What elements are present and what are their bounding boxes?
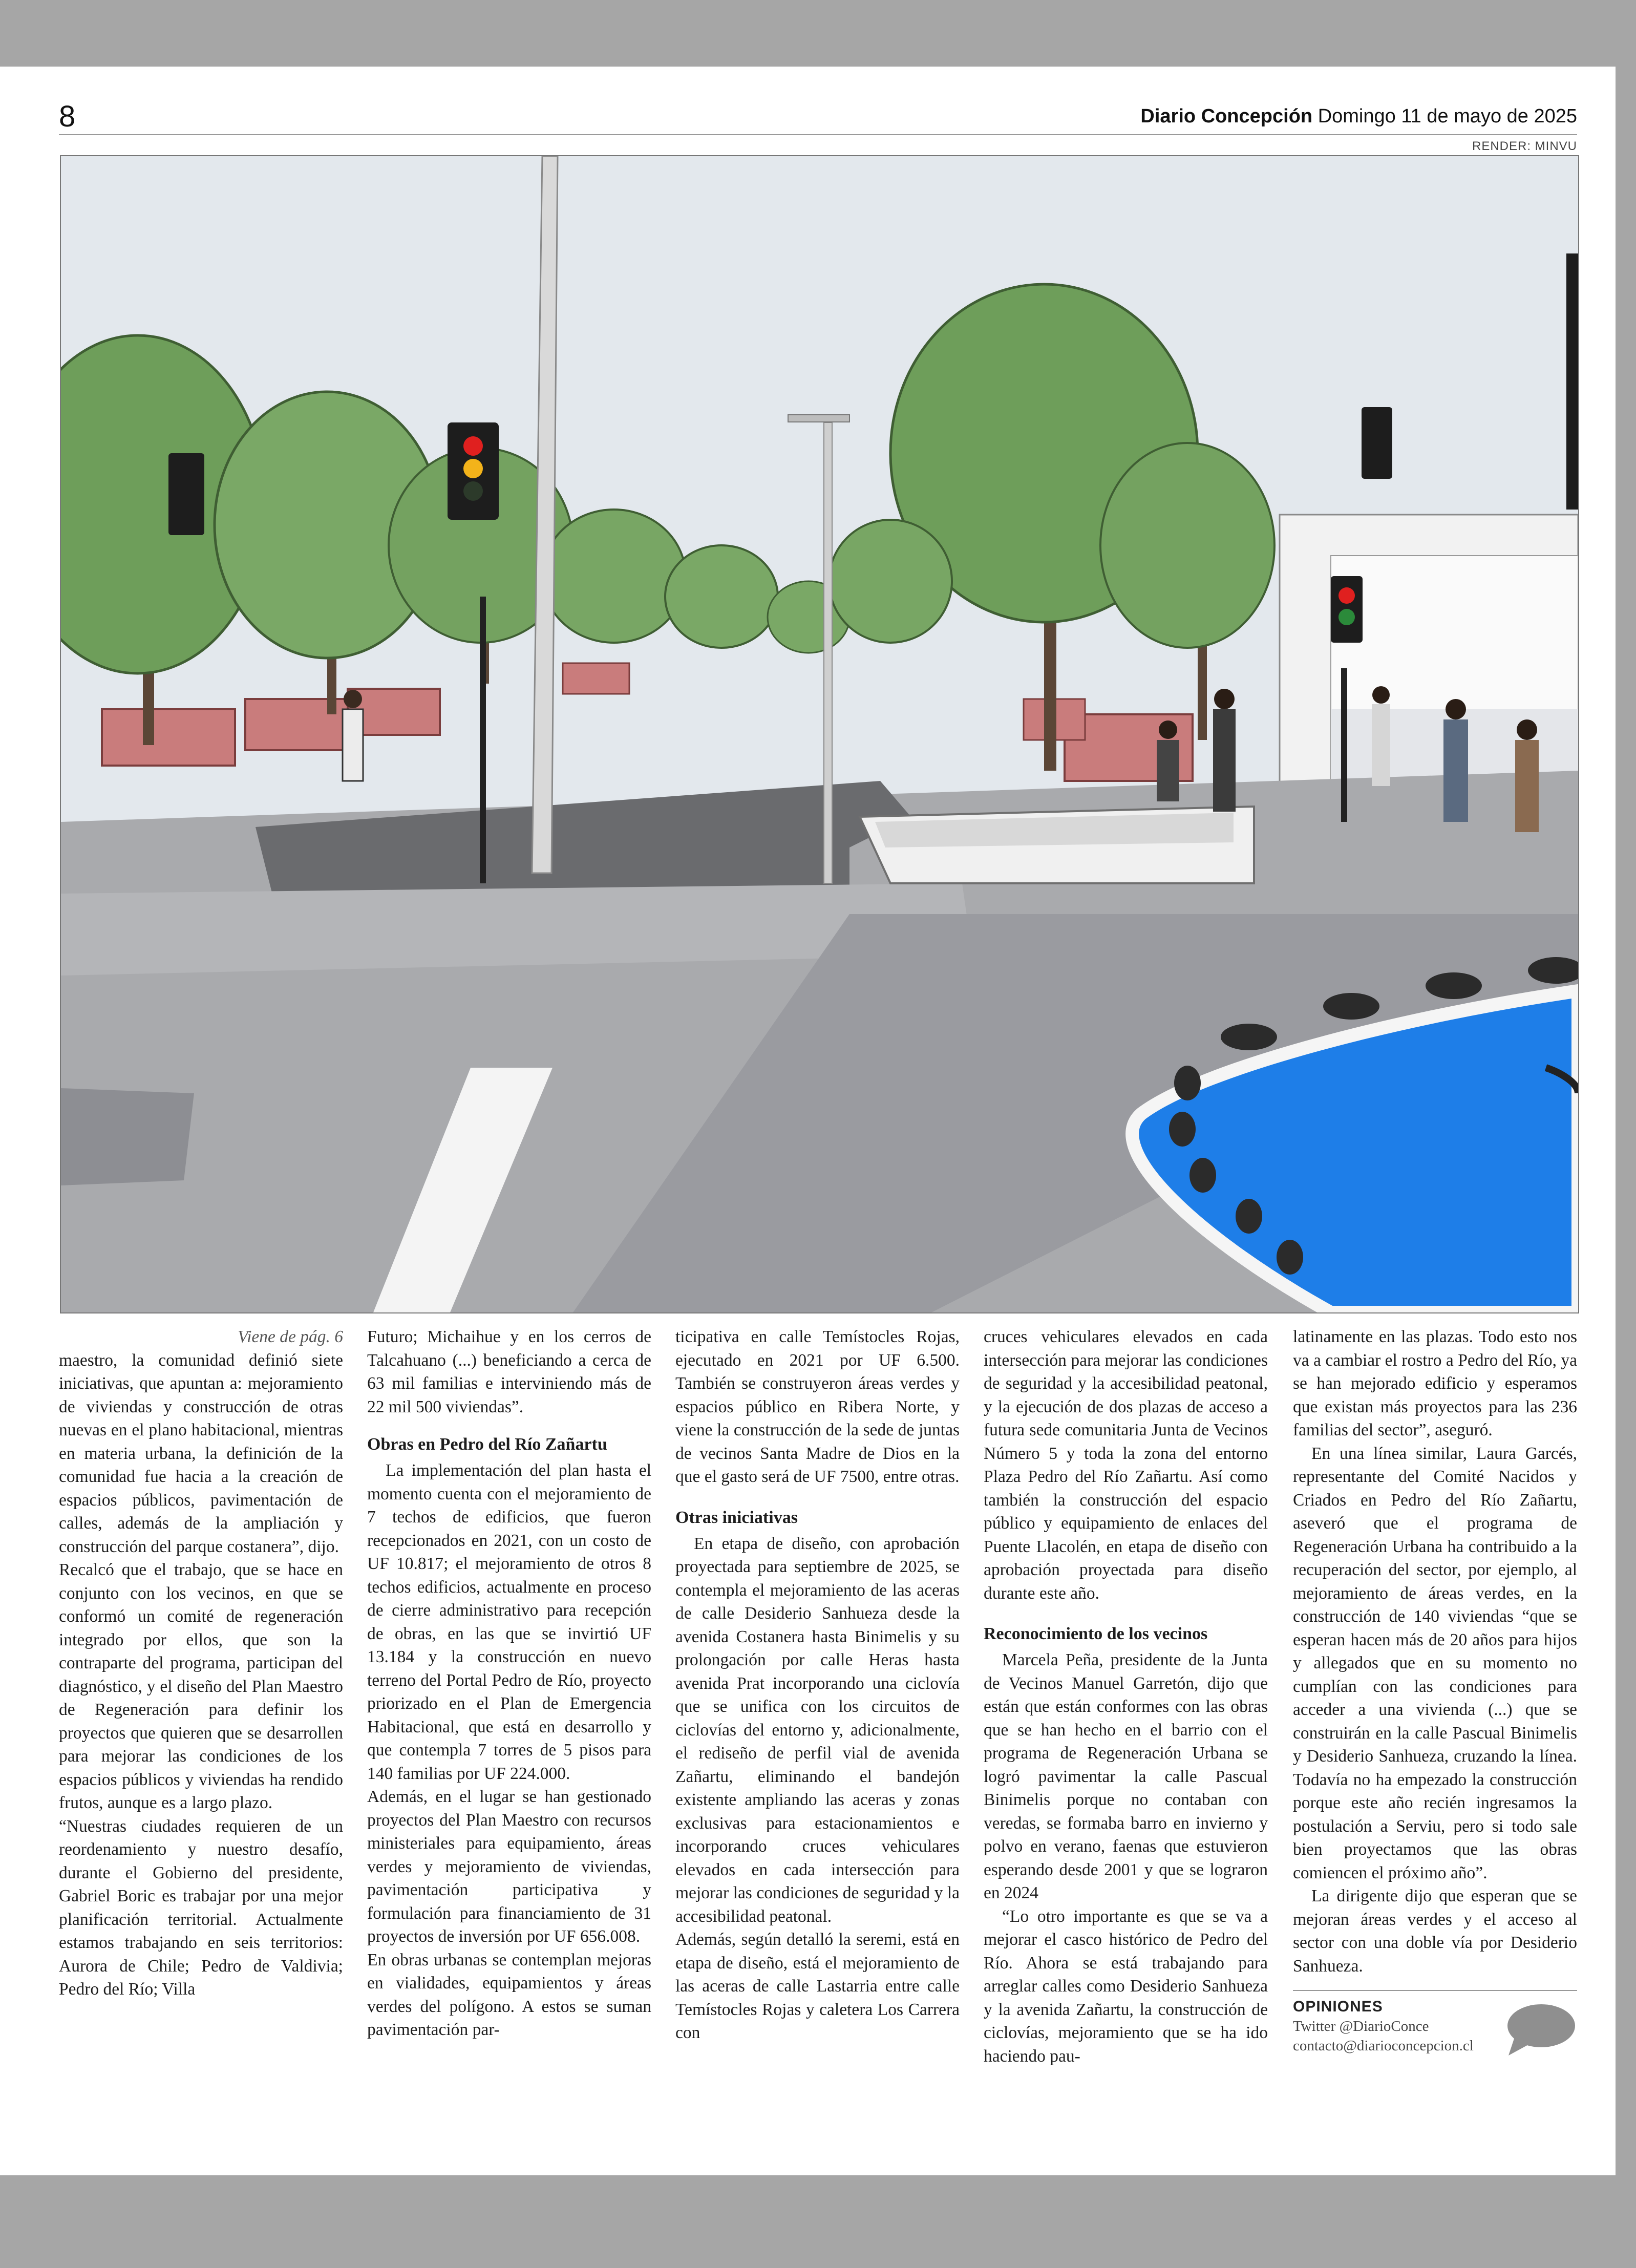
page-header bbox=[59, 98, 1577, 135]
page-number: 8 bbox=[59, 100, 76, 133]
paragraph: maestro, la comunidad definió siete iniciativas, que apuntan a: mejoramiento de viviendas y construcción de otras nuevas en el plano habitacional, mientras en materia urbana, la definición de la comunidad fue hacia a la creación de espacios públicos, pavimentación de calles, además de la ampliación y construcción del parque costanera”, dijo. bbox=[59, 1350, 343, 1556]
paragraph: ticipativa en calle Temístocles Rojas, ejecutado en 2021 por UF 6.500. También se construyeron áreas verdes y espacios público en Ribera Norte, y viene la construcción de la sede de juntas de vecinos Santa Madre de Dios en la que el gasto será de UF 7500, entre otras. bbox=[675, 1327, 960, 1486]
paragraph: En etapa de diseño, con aprobación proyectada para septiembre de 2025, se contempla el mejoramiento de las aceras de calle Desiderio Sanhueza desde la avenida Costanera hasta Binimelis y su prolongación por calle Heras hasta avenida Prat incorporando una ciclovía que se unifica con los circuitos de ciclovías del entorno y, adicionalmente, el rediseño de perfil vial de avenida Zañartu, eliminando el bandejón existente ampliando las aceras y zonas exclusivas para estacionamientos e incorporando cruces vehiculares elevados en cada intersección para mejorar las condiciones de seguridad y la accesibilidad peatonal. bbox=[675, 1534, 960, 1926]
image-credit: RENDER: MINVU bbox=[1472, 139, 1577, 153]
masthead bbox=[1140, 105, 1577, 128]
twitter-handle[interactable]: Twitter @DiarioConce bbox=[1293, 2018, 1429, 2034]
article-column-2 bbox=[367, 1325, 651, 2175]
opinions-box bbox=[1293, 1990, 1577, 2055]
article-column-5 bbox=[1293, 1325, 1577, 2175]
paragraph: En una línea similar, Laura Garcés, representante del Comité Nacidos y Criados en Pedro del Río Zañartu, aseveró que el programa de Regeneración Urbana ha contribuido a la recuperación del sector, por ejemplo, al mejoramiento de áreas verdes, en la construcción de 140 viviendas “que se esperan hacen más de 20 años para hijos y allegados que en su momento no cumplían con las condiciones para acceder a una vivienda (...) que se construirán en la calle Pascual Binimelis y Desiderio Sanhueza, cruzando la línea. Todavía no ha empezado la construcción porque este año recién ingresamos la postulación a Serviu, pero si todo sale bien proyectamos que las obras comiencen el próximo año”. bbox=[1293, 1444, 1577, 1882]
paragraph: Además, según detalló la seremi, está en etapa de diseño, está el mejoramiento de las aceras de calle Lastarria entre calle Temístocles Rojas y caletera Los Carrera con bbox=[675, 1930, 960, 2042]
issue-date: Domingo 11 de mayo de 2025 bbox=[1318, 105, 1577, 127]
paragraph: En obras urbanas se contemplan mejoras en vialidades, equipamientos y áreas verdes del polígono. A estos se suman pavimentación par- bbox=[367, 1950, 651, 2039]
paragraph: cruces vehiculares elevados en cada intersección para mejorar las condiciones de seguridad y la accesibilidad peatonal, y la ejecución de dos plazas de acceso a futura sede comunitaria Junta de Vecinos Número 5 y toda la zona del entorno Plaza Pedro del Río Zañartu. Así como también la construcción del espacio público y equipamiento de enlaces del Puente Llacolén, en etapa de diseño con aprobación proyectada para diseño durante este año. bbox=[984, 1327, 1268, 1603]
paragraph: “Nuestras ciudades requieren de un reordenamiento y nuestro desafío, durante el Gobierno del presidente, Gabriel Boric es trabajar por una mejor planificación territorial. Actualmente estamos trabajando en seis territorios: Aurora de Chile; Pedro de Valdivia; Pedro del Río; Villa bbox=[59, 1816, 343, 1999]
continued-from: Viene de pág. 6 bbox=[238, 1327, 343, 1346]
newspaper-page bbox=[0, 67, 1616, 2175]
paragraph: latinamente en las plazas. Todo esto nos va a cambiar el rostro a Pedro del Río, ya se han mejorado edificio y esperamos que existan más proyectos para las 236 familias del sector”, aseguró. bbox=[1293, 1327, 1577, 1439]
paragraph: Recalcó que el trabajo, que se hace en conjunto con los vecinos, en que se conformó un comité de regeneración integrado por ellos, que son la contraparte del programa, participan del diagnóstico, y el diseño del Plan Maestro de Regeneración para definir los proyectos que quieren que se desarrollen para mejorar las condiciones de los espacios públicos y viviendas ha rendido frutos, aunque es a largo plazo. bbox=[59, 1560, 343, 1812]
contact-email[interactable]: contacto@diarioconcepcion.cl bbox=[1293, 2038, 1474, 2054]
article-column-3 bbox=[675, 1325, 960, 2175]
subheading-reconocimiento: Reconocimiento de los vecinos bbox=[984, 1624, 1208, 1643]
article-column-1 bbox=[59, 1325, 343, 2175]
subheading-obras: Obras en Pedro del Río Zañartu bbox=[367, 1435, 607, 1454]
paragraph: La dirigente dijo que esperan que se mejoran áreas verdes y el acceso al sector con una doble vía por Desiderio Sanhueza. bbox=[1293, 1887, 1577, 1976]
paragraph: Además, en el lugar se han gestionado proyectos del Plan Maestro con recursos ministeriales para equipamiento, áreas verdes y mejoramiento de viviendas, pavimentación participativa y formulación para financiamiento de 31 proyectos de inversión por UF 656.008. bbox=[367, 1787, 651, 1946]
ground-shadow bbox=[61, 1088, 194, 1185]
speech-bubble-icon bbox=[1504, 2001, 1576, 2058]
subheading-otras: Otras iniciativas bbox=[675, 1508, 798, 1527]
paper-name: Diario Concepción bbox=[1140, 105, 1313, 127]
paragraph: La implementación del plan hasta el momento cuenta con el mejoramiento de 7 techos de edificios, que fueron recepcionados en 2021, con un costo de UF 10.817; el mejoramiento de otros 8 techos edificios, actualmente en proceso de cierre administrativo para recepción de obras, en las que se invirtió UF 13.184 y la construcción en nuevo terreno del Portal Pedro de Río, proyecto priorizado en el Plan de Emergencia Habitacional, que está en desarrollo y que contempla 7 torres de 5 pisos para 140 familias por UF 224.000. bbox=[367, 1461, 651, 1783]
article-body bbox=[59, 1325, 1577, 2175]
paragraph: Futuro; Michaihue y en los cerros de Talcahuano (...) beneficiando a cerca de 63 mil familias e interviniendo más de 22 mil 500 viviendas”. bbox=[367, 1327, 651, 1416]
paragraph: “Lo otro importante es que se va a mejorar el casco histórico de Pedro del Río. Ahora se está trabajando para arreglar calles como Desiderio Sanhueza y la avenida Zañartu, la construcción de ciclovías, mejoramiento que se ha ido haciendo pau- bbox=[984, 1906, 1268, 2066]
street-render-illustration bbox=[60, 155, 1579, 1313]
opinions-title: OPINIONES bbox=[1293, 1998, 1383, 2015]
paragraph: Marcela Peña, presidente de la Junta de Vecinos Manuel Garretón, dijo que están que están conformes con las obras que se han hecho en el barrio con el programa de Regeneración Urbana se logró pavimentar la calle Pascual Binimelis porque no contaban con veredas, se formaba barro en invierno y polvo en verano, faenas que estuvieron esperando desde 2001 y que se lograron en 2024 bbox=[984, 1650, 1268, 1902]
article-column-4 bbox=[984, 1325, 1268, 2175]
